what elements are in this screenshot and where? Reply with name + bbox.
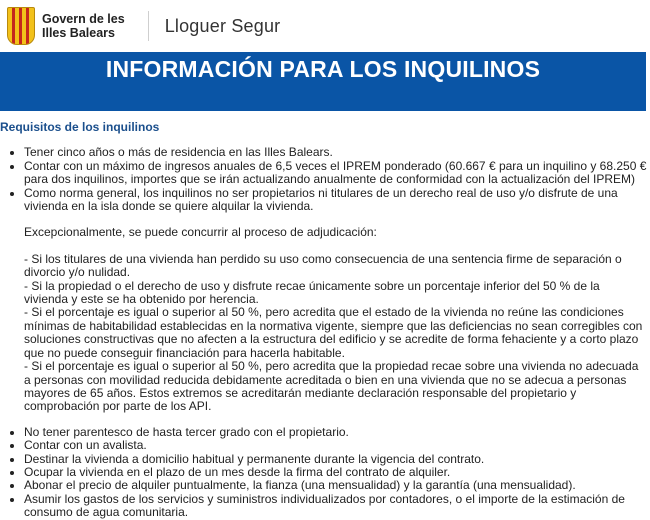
list-item: • Abonar el precio de alquiler puntualmente, la fianza (una mensualidad) y la garantía (una mensualidad). [24,479,650,492]
org-name-line1: Govern de les [42,12,125,26]
org-name-line2: Illes Balears [42,26,115,40]
list-item: • Asumir los gastos de los servicios y suministros individualizados por contadores, o el importe de la estimación de consumo de agua comunitaria. [24,493,650,520]
page-banner [0,52,646,111]
obligations-list [0,426,650,520]
site-header [0,0,650,52]
balearic-crest-icon [7,7,35,45]
exception-item: - Si el porcentaje es igual o superior al 50 %, pero acredita que la propiedad recae sobre una vivienda no adecuada a personas con movilidad reducida debidamente acreditada o bien en una vivienda que no se adecua a personas mayores de 65 años. Estos extremos se acreditarán mediante declaración responsable del propietario y comprobación por parte de los API. [24,359,639,414]
list-item: • Destinar la vivienda a domicilio habitual y permanente durante la vigencia del contrato. [24,453,650,466]
list-item: • Contar con un avalista. [24,439,650,452]
list-item: • Tener cinco años o más de residencia en las Illes Balears. [24,146,650,159]
requirements-list [0,146,650,213]
list-item: • No tener parentesco de hasta tercer grado con el propietario. [24,426,650,439]
exception-item: - Si el porcentaje es igual o superior al 50 %, pero acredita que el estado de la vivienda no reúne las condiciones mínimas de habitabilidad establecidas en la normativa vigente, siempre que las deficiencias no sean corregibles con soluciones constructivas que no afecten a la estructura del edificio y se acredite de forma fehaciente y a corto plazo que no puede conseguir financiación para hacerla habitable. [24,305,643,360]
list-item: • Como norma general, los inquilinos no ser propietarios ni titulares de un derecho real de uso y/o disfrute de una vivienda en la isla donde se quiere alquilar la vivienda. [24,187,650,214]
section-title: Requisitos de los inquilinos [0,120,160,134]
list-item: • Ocupar la vivienda en el plazo de un mes desde la firma del contrato de alquiler. [24,466,650,479]
exception-item: - Si la propiedad o el derecho de uso y disfrute recae únicamente sobre un porcentaje inferior del 50 % de la vivienda y este se ha obtenido por herencia. [24,278,600,307]
main-content [0,121,650,520]
page-title: INFORMACIÓN PARA LOS INQUILINOS [105,56,541,82]
exception-intro: Excepcionalmente, se puede concurrir al proceso de adjudicación: [24,225,377,240]
exception-item: - Si los titulares de una vivienda han perdido su uso como consecuencia de una sentencia firme de separación o divorcio y/o nulidad. [24,251,622,280]
header-divider [148,11,149,41]
app-title[interactable]: Lloguer Segur [164,15,281,36]
govern-logo[interactable] [7,7,125,45]
list-item: • Contar con un máximo de ingresos anuales de 6,5 veces el IPREM ponderado (60.667 € para un inquilino y 68.250 € para dos inquilinos, importes que se irán actualizando anualmente de conformidad con la actualización del IPREM) [24,160,650,187]
org-name [42,12,125,40]
